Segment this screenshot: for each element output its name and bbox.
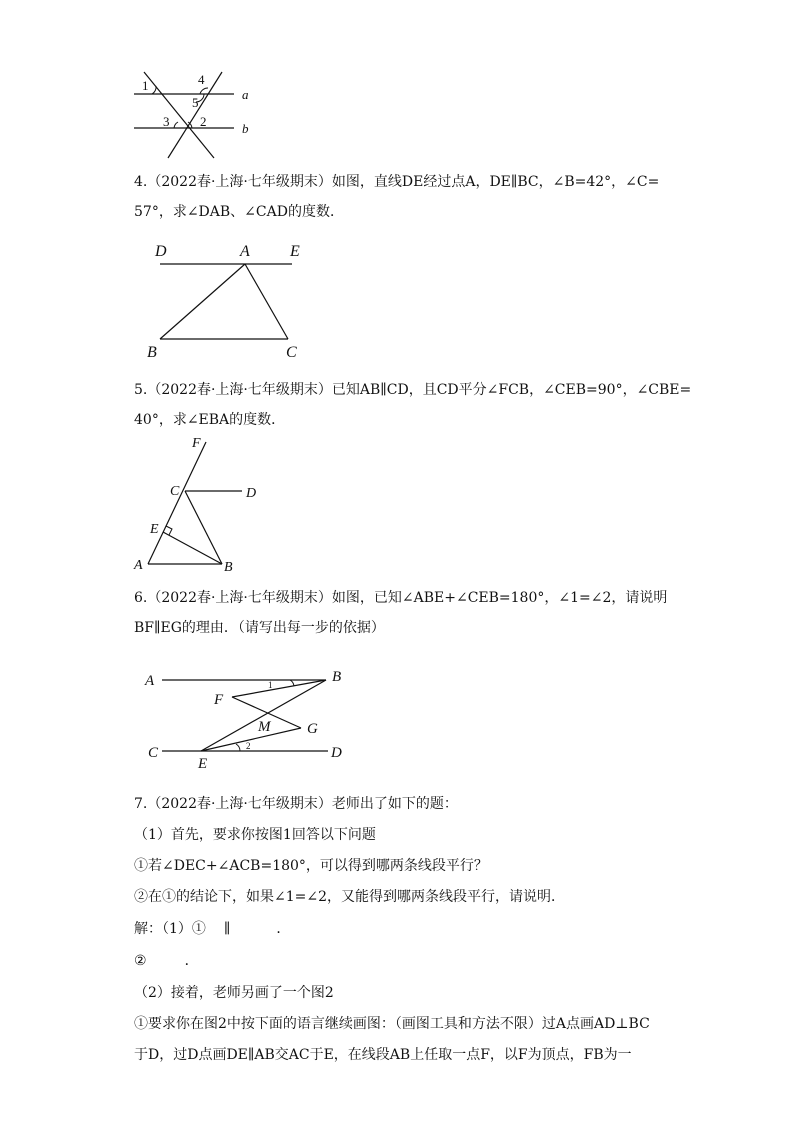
- q7-answer-2-end: ．: [184, 953, 199, 969]
- figure-q5-svg: [130, 438, 270, 578]
- q7-text-line-2: （1）首先，要求你按图1回答以下问题: [134, 827, 376, 843]
- q7-answer-line-2: [134, 951, 199, 971]
- label-D: D: [155, 243, 167, 260]
- label-D: D: [331, 745, 342, 761]
- q5-text-line-2: 40°，求∠EBA的度数．: [134, 412, 286, 428]
- q5-text-line-1: 5.（2022春·上海·七年级期末）已知AB∥CD，且CD平分∠FCB，∠CEB=90°，∠CBE=: [134, 382, 692, 398]
- segment-EB: [163, 532, 222, 564]
- label-angle-2: 2: [246, 741, 251, 751]
- q7-text-line-9: 于D，过D点画DE∥AB交AC于E，在线段AB上任取一点F，以F为顶点，FB为一: [134, 1047, 632, 1063]
- label-line-a: a: [242, 87, 249, 102]
- q7-text-line-8: ①要求你在图2中按下面的语言继续画图：（画图工具和方法不限）过A点画AD⊥BC: [134, 1016, 650, 1032]
- segment-AB: [160, 264, 245, 339]
- label-M: M: [258, 719, 271, 735]
- label-A: A: [240, 243, 250, 260]
- label-E: E: [290, 243, 300, 260]
- label-B: B: [224, 560, 233, 575]
- q7-text-line-7: （2）接着，老师另画了一个图2: [134, 985, 334, 1001]
- q7-text-line-4: ②在①的结论下，如果∠1=∠2，又能得到哪两条线段平行，请说明．: [134, 889, 566, 905]
- q7-answer-1-prefix: 解：（1）①: [134, 921, 206, 937]
- angle-arc-1: [152, 86, 156, 94]
- label-F: F: [192, 436, 201, 451]
- segment-CB: [185, 491, 222, 564]
- label-C: C: [148, 745, 159, 761]
- label-angle-1: 1: [268, 680, 273, 690]
- q6-text-line-2: BF∥EG的理由．（请写出每一步的依据）: [134, 620, 385, 636]
- transversal-2: [168, 72, 222, 158]
- label-C: C: [286, 344, 297, 361]
- q6-text-line-1: 6.（2022春·上海·七年级期末）如图，已知∠ABE+∠CEB=180°，∠1=∠2，请说明: [134, 590, 668, 606]
- label-angle-1: 1: [142, 78, 149, 93]
- segment-AC: [245, 264, 288, 339]
- figure-q6-svg: [144, 664, 354, 774]
- q7-answer-1-end: ．: [276, 921, 291, 937]
- label-E: E: [198, 756, 208, 772]
- label-E: E: [150, 522, 159, 537]
- label-B: B: [332, 669, 342, 685]
- angle-arc-4: [200, 88, 208, 94]
- q7-text-line-1: 7.（2022春·上海·七年级期末）老师出了如下的题：: [134, 796, 458, 812]
- q7-answer-2-prefix: ②: [134, 953, 147, 969]
- label-A: A: [134, 558, 143, 573]
- label-C: C: [170, 484, 180, 499]
- figure-q4-svg: [146, 238, 316, 363]
- ray-CF-to-A: [148, 442, 206, 564]
- label-line-b: b: [242, 121, 249, 136]
- figure-parallel-lines-ab: [130, 68, 270, 160]
- label-angle-3: 3: [163, 114, 170, 129]
- segment-BE: [201, 680, 326, 751]
- q7-answer-line-1: [134, 919, 290, 939]
- figure-q5: [130, 438, 270, 578]
- segment-GE: [201, 728, 301, 751]
- label-A: A: [145, 673, 155, 689]
- figure-parallel-lines-ab-svg: [130, 68, 270, 160]
- label-B: B: [147, 344, 157, 361]
- figure-q6: [144, 664, 354, 774]
- q7-answer-1-parallel: ∥: [223, 921, 231, 937]
- angle-arc-2: [236, 744, 240, 751]
- label-G: G: [307, 721, 318, 737]
- angle-arc-1: [290, 680, 294, 686]
- label-F: F: [214, 692, 224, 708]
- q4-text-line-2: 57°，求∠DAB、∠CAD的度数．: [134, 204, 344, 220]
- q7-text-line-3: ①若∠DEC+∠ACB=180°，可以得到哪两条线段平行？: [134, 858, 488, 874]
- label-D: D: [246, 486, 257, 501]
- q4-text-line-1: 4.（2022春·上海·七年级期末）如图，直线DE经过点A，DE∥BC，∠B=42°，∠C=: [134, 174, 660, 190]
- figure-q4-triangle: [146, 238, 316, 363]
- label-angle-2: 2: [200, 114, 207, 129]
- label-angle-4: 4: [198, 72, 205, 87]
- label-angle-5: 5: [192, 95, 199, 110]
- angle-arc-3: [174, 122, 178, 128]
